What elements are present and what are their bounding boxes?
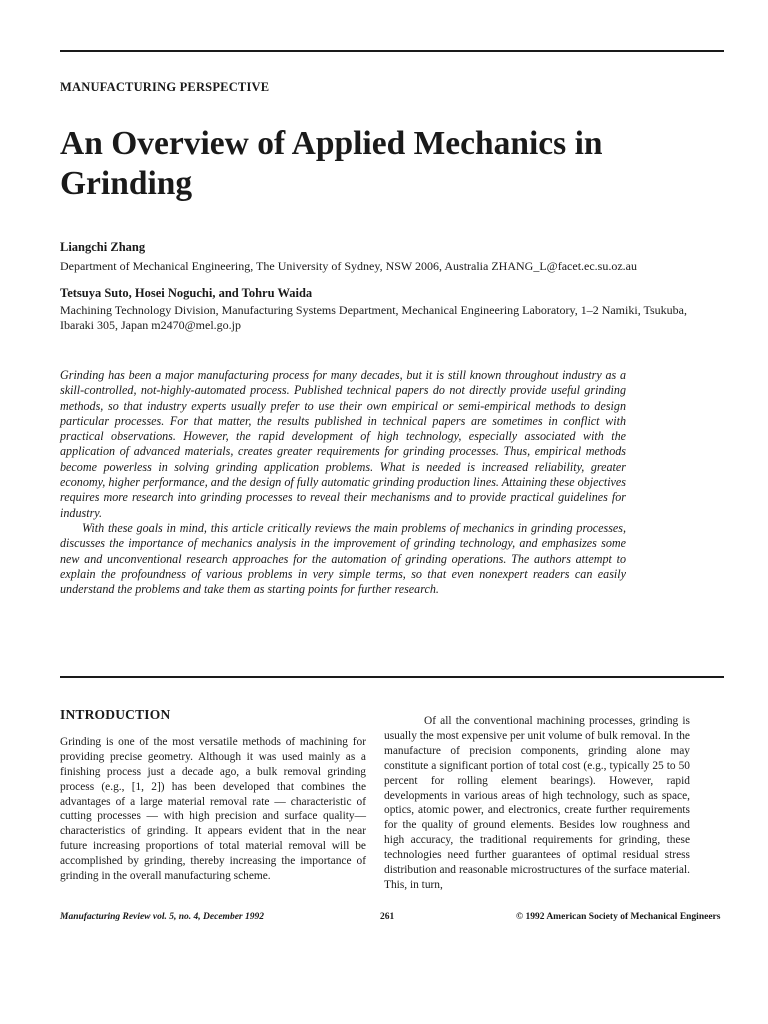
- footer-journal-citation: Manufacturing Review vol. 5, no. 4, December 1992: [60, 912, 264, 922]
- introduction-heading: INTRODUCTION: [60, 707, 171, 722]
- introduction-paragraph-1: Grinding is one of the most versatile methods of machining for providing precise geometry. Although it was used mainly as a finishing process just a decade ago, a bulk removal grinding process (e.g., [1, 2]) has been developed that combines the advantages of a large material removal rate — characteristic of cutting processes — with high precision and surface quality—characteristics of grinding. It appears evident that in the near future increasing proportions of total material removal will be accomplished by grinding, thereby increasing the importance of grinding in the overall manufacturing scheme.: [60, 735, 366, 883]
- author-names-2: Tetsuya Suto, Hosei Noguchi, and Tohru Waida: [60, 286, 313, 300]
- footer-page-number: 261: [380, 912, 395, 922]
- abstract: [60, 368, 626, 597]
- top-rule: [60, 50, 724, 52]
- section-label: MANUFACTURING PERSPECTIVE: [60, 80, 270, 94]
- author-names-1: Liangchi Zhang: [60, 240, 146, 254]
- footer-copyright: © 1992 American Society of Mechanical Engineers: [516, 912, 721, 922]
- abstract-paragraph-2: With these goals in mind, this article critically reviews the main problems of mechanics in grinding processes, discusses the importance of mechanics analysis in the improvement of grinding technology, and emphasizes some new and unconventional research approaches for the automation of grinding operations. The authors attempt to explain the profoundness of various problems in very simple terms, so that even nonexpert readers can easily understand the problems and take them as starting points for further research.: [60, 520, 626, 597]
- section-divider: [60, 676, 724, 678]
- abstract-paragraph-1: Grinding has been a major manufacturing process for many decades, but it is still known throughout industry as a skill-controlled, not-highly-automated process. Published technical papers do not directly provide useful grinding methods, so that industry experts usually prefer to use their own empirical or semi-empirical methods to design particular processes. For that matter, the results published in technical papers are sometimes in conflict with practical observations. However, the rapid development of high technology, especially associated with the application of advanced materials, creates greater requirements for grinding processes. Thus, empirical methods become powerless in solving grinding application problems. What is needed is increased reliability, greater economy, higher performance, and the design of fully automatic grinding production lines. Attaining these objectives requires more research into grinding processes to reveal their mechanisms and to provide practical guidelines for industry.: [60, 368, 626, 520]
- introduction-paragraph-2: Of all the conventional machining processes, grinding is usually the most expensive per unit volume of bulk removal. In the manufacture of precision components, grinding alone may constitute a significant portion of total cost (e.g., typically 25 to 50 percent for rolling element bearings). However, rapid developments in various areas of high technology, such as space, optics, atomic power, and electronics, create further requirements for the quality of ground elements. Besides low roughness and high accuracy, the traditional requirements for grinding, these technologies need further guarantees of optimal residual stress distribution and reasonable microstructures of the surface material. This, in turn,: [384, 715, 690, 891]
- body-column-right: [384, 714, 690, 893]
- article-title: An Overview of Applied Mechanics in Grinding: [60, 125, 603, 202]
- author-affiliation-1: Department of Mechanical Engineering, The University of Sydney, NSW 2006, Australia ZHANG_L@facet.ec.su.oz.au: [60, 259, 638, 273]
- author-affiliation-2: Machining Technology Division, Manufacturing Systems Department, Mechanical Engineering Laboratory, 1–2 Namiki, Tsukuba, Ibaraki 305, Japan m2470@mel.go.jp: [60, 303, 687, 332]
- body-column-left: [60, 708, 366, 884]
